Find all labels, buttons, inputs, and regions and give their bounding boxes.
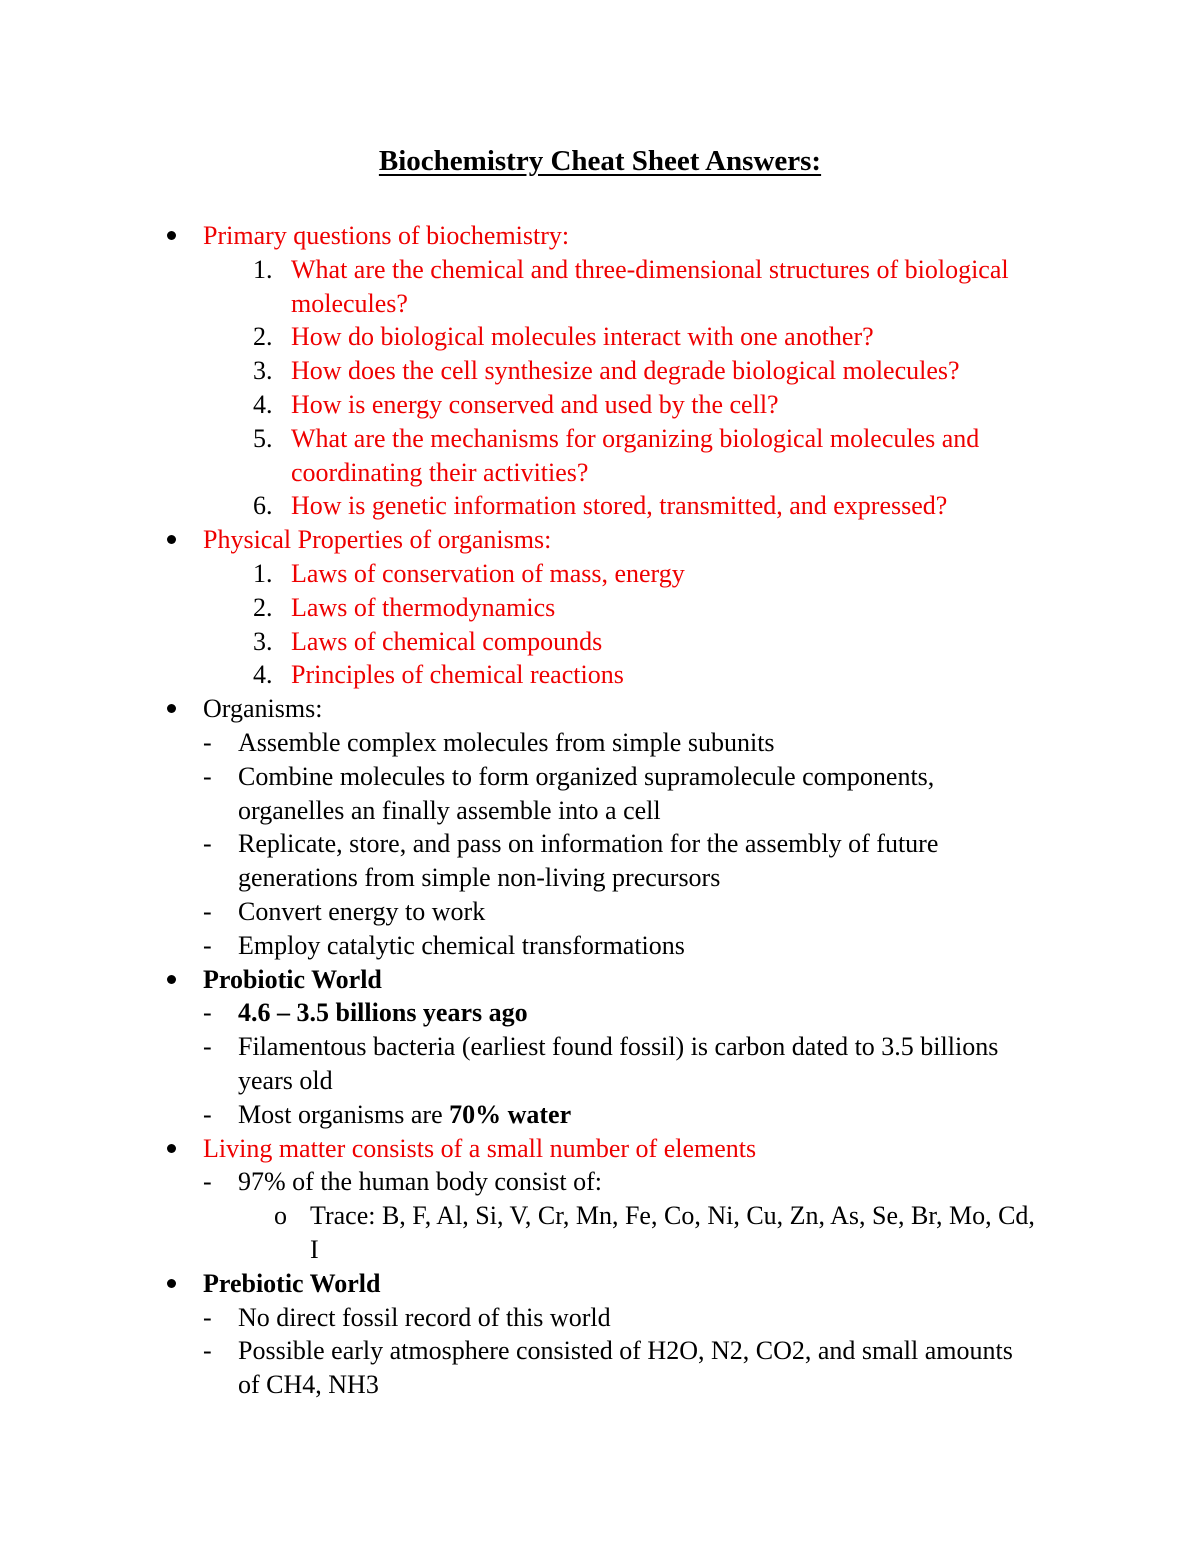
heading-text: Organisms: bbox=[203, 694, 323, 724]
bullet-dot-icon bbox=[167, 535, 176, 544]
section-prebiotic-world bbox=[0, 1267, 1200, 1402]
section-primary-questions bbox=[0, 219, 1200, 523]
bullet-dot-icon bbox=[167, 231, 176, 240]
list-item bbox=[0, 1165, 1038, 1199]
list-number: 1. bbox=[253, 558, 273, 588]
list-item bbox=[0, 591, 1071, 625]
heading-text: Living matter consists of a small number of elements bbox=[203, 1133, 757, 1163]
list-number: 1. bbox=[253, 254, 273, 284]
bullet-heading-prebiotic bbox=[0, 1267, 1200, 1301]
heading-text: Probiotic World bbox=[203, 964, 382, 994]
list-item bbox=[0, 320, 1071, 354]
list-item bbox=[0, 422, 1071, 490]
dash-marker: - bbox=[203, 1336, 212, 1366]
circle-marker: o bbox=[274, 1201, 287, 1231]
heading-text: Prebiotic World bbox=[203, 1268, 381, 1298]
list-item-text: How does the cell synthesize and degrade biological molecules? bbox=[291, 356, 960, 386]
list-item-text: Laws of chemical compounds bbox=[291, 626, 603, 656]
list-item-text: 4.6 – 3.5 billions years ago bbox=[238, 998, 528, 1028]
list-item bbox=[0, 1098, 1038, 1132]
list-item-text: Principles of chemical reactions bbox=[291, 660, 624, 690]
list-item bbox=[0, 253, 1071, 321]
list-item bbox=[0, 354, 1071, 388]
list-item bbox=[0, 827, 1038, 895]
list-number: 4. bbox=[253, 389, 273, 419]
section-probiotic-world bbox=[0, 963, 1200, 1132]
dash-marker: - bbox=[203, 1167, 212, 1197]
section-living-matter bbox=[0, 1132, 1200, 1267]
list-item-text: Possible early atmosphere consisted of H2O, N2, CO2, and small amounts of CH4, NH3 bbox=[238, 1336, 1013, 1400]
list-number: 3. bbox=[253, 356, 273, 386]
list-item-text: Filamentous bacteria (earliest found fossil) is carbon dated to 3.5 billions years old bbox=[238, 1032, 999, 1095]
sub-list-item-text: Trace: B, F, Al, Si, V, Cr, Mn, Fe, Co, Ni, Cu, Zn, As, Se, Br, Mo, Cd, I bbox=[310, 1201, 1035, 1264]
list-item bbox=[0, 1334, 1038, 1402]
dash-marker: - bbox=[203, 1099, 212, 1129]
list-item-text: What are the chemical and three-dimensional structures of biological molecules? bbox=[291, 254, 1009, 318]
list-item-text: No direct fossil record of this world bbox=[238, 1302, 611, 1332]
bullet-heading-living bbox=[0, 1132, 1200, 1166]
list-number: 5. bbox=[253, 423, 273, 453]
list-item-text: Employ catalytic chemical transformations bbox=[238, 930, 685, 960]
dash-marker: - bbox=[203, 930, 212, 960]
bullet-dot-icon bbox=[167, 704, 176, 713]
list-number: 2. bbox=[253, 322, 273, 352]
heading-text: Primary questions of biochemistry: bbox=[203, 221, 570, 250]
list-item-text: Most organisms are bbox=[238, 1099, 450, 1129]
list-item bbox=[0, 1301, 1038, 1335]
list-item bbox=[0, 489, 1071, 523]
list-item bbox=[0, 996, 1038, 1030]
bullet-heading-organisms bbox=[0, 692, 1200, 726]
list-item-text: Combine molecules to form organized supramolecule components, organelles an finally assemble into a cell bbox=[238, 761, 935, 825]
bullet-dot-icon bbox=[167, 1144, 176, 1153]
list-item-text: Assemble complex molecules from simple subunits bbox=[238, 727, 775, 757]
list-item bbox=[0, 625, 1071, 659]
list-item bbox=[0, 726, 1038, 760]
list-item-text: 97% of the human body consist of: bbox=[238, 1167, 602, 1197]
dash-marker: - bbox=[203, 1302, 212, 1332]
bullet-heading-physical bbox=[0, 523, 1200, 557]
list-item-bold-text: 70% water bbox=[449, 1099, 572, 1129]
dash-marker: - bbox=[203, 727, 212, 757]
list-number: 4. bbox=[253, 660, 273, 690]
list-number: 6. bbox=[253, 491, 273, 521]
list-item bbox=[0, 388, 1071, 422]
section-physical-properties bbox=[0, 523, 1200, 692]
list-item bbox=[0, 557, 1071, 591]
dash-marker: - bbox=[203, 761, 212, 791]
bullet-dot-icon bbox=[167, 1279, 176, 1288]
list-item-text: What are the mechanisms for organizing biological molecules and coordinating their activities? bbox=[291, 423, 980, 487]
list-item-text: How is energy conserved and used by the cell? bbox=[291, 389, 779, 419]
heading-text: Physical Properties of organisms: bbox=[203, 525, 552, 555]
dash-marker: - bbox=[203, 998, 212, 1028]
list-item-text: Laws of thermodynamics bbox=[291, 592, 556, 622]
list-item-text: Laws of conservation of mass, energy bbox=[291, 558, 685, 588]
section-organisms bbox=[0, 692, 1200, 962]
sub-list-item bbox=[0, 1199, 1040, 1267]
list-item-text: How do biological molecules interact with one another? bbox=[291, 322, 874, 352]
bullet-heading-probiotic bbox=[0, 963, 1200, 997]
dash-marker: - bbox=[203, 829, 212, 859]
list-item-text: How is genetic information stored, transmitted, and expressed? bbox=[291, 491, 948, 521]
document-body bbox=[0, 219, 1200, 1402]
page-title: Biochemistry Cheat Sheet Answers: bbox=[378, 145, 822, 177]
list-item-text: Convert energy to work bbox=[238, 896, 486, 926]
list-number: 3. bbox=[253, 626, 273, 656]
list-item bbox=[0, 760, 1038, 828]
dash-marker: - bbox=[203, 896, 212, 926]
list-item bbox=[0, 658, 1071, 692]
bullet-dot-icon bbox=[167, 975, 176, 984]
list-item-text: Replicate, store, and pass on information for the assembly of future generations from simple non-living precursors bbox=[238, 829, 939, 893]
list-item bbox=[0, 929, 1038, 963]
list-item bbox=[0, 1030, 1038, 1098]
dash-marker: - bbox=[203, 1032, 212, 1062]
list-number: 2. bbox=[253, 592, 273, 622]
list-item bbox=[0, 895, 1038, 929]
bullet-heading-primary bbox=[0, 219, 1200, 253]
